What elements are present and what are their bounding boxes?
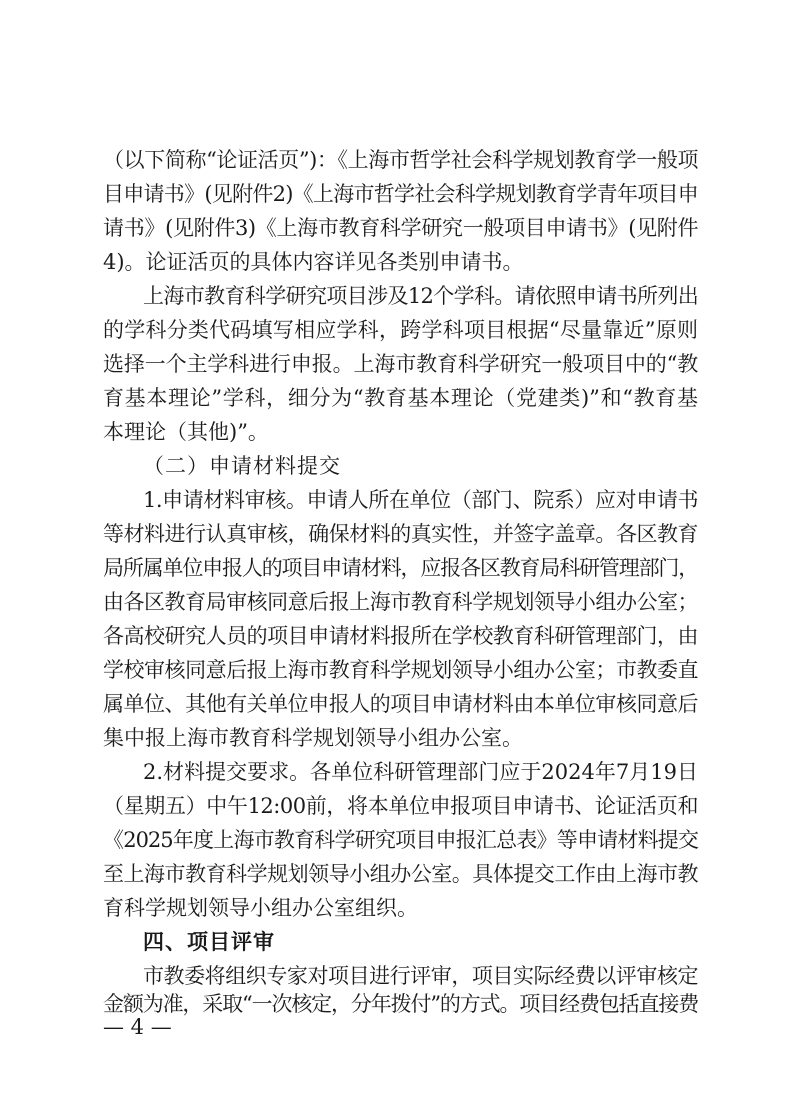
text-line: 属单位、其他有关单位申报人的项目申请材料由本单位审核同意后 [103,692,698,716]
text-line: 《2025年度上海市教育科学研究项目申报汇总表》等申请材料提交 [103,828,698,852]
text-line: 育基本理论”学科，细分为“教育基本理论（党建类)”和“教育基 [103,386,698,410]
text-line: 请书》(见附件3)《上海市教育科学研究一般项目申请书》(见附件 [103,216,698,240]
text-line: 2.材料提交要求。各单位科研管理部门应于2024年7月19日 [143,760,698,784]
text-line: （以下简称“论证活页”)：《上海市哲学社会科学规划教育学一般项 [103,148,698,172]
text-line: 本理论（其他)”。 [103,420,269,444]
text-line: 育科学规划领导小组办公室组织。 [103,896,418,920]
text-line: 金额为准，采取“一次核定，分年拨付”的方式。项目经费包括直接费 [103,992,698,1016]
text-line: 学校审核同意后报上海市教育科学规划领导小组办公室；市教委直 [103,658,698,682]
text-line: 至上海市教育科学规划领导小组办公室。具体提交工作由上海市教 [103,862,698,886]
text-line: 的学科分类代码填写相应学科，跨学科项目根据“尽量靠近”原则 [103,318,698,342]
text-line: 4)。论证活页的具体内容详见各类别申请书。 [103,250,524,274]
text-line: 各高校研究人员的项目申请材料报所在学校教育科研管理部门，由 [103,624,698,648]
section-subheading: （二）申请材料提交 [143,454,341,478]
text-line: （星期五）中午12:00前，将本单位申报项目申请书、论证活页和 [103,794,698,818]
text-line: 市教委将组织专家对项目进行评审，项目实际经费以评审核定 [143,964,698,988]
text-line: 选择一个主学科进行申报。上海市教育科学研究一般项目中的“教 [103,352,698,376]
text-line: 等材料进行认真审核，确保材料的真实性，并签字盖章。各区教育 [103,522,698,546]
text-line: 1.申请材料审核。申请人所在单位（部门、院系）应对申请书 [143,488,698,512]
text-line: 上海市教育科学研究项目涉及12个学科。请依照申请书所列出 [143,284,698,308]
section-heading: 四、项目评审 [143,930,275,954]
text-line: 局所属单位申报人的项目申请材料，应报各区教育局科研管理部门， [103,556,698,580]
text-line: 集中报上海市教育科学规划领导小组办公室。 [103,726,523,750]
text-line: 目申请书》(见附件2)《上海市哲学社会科学规划教育学青年项目申 [103,182,698,206]
page-number: — 4 — [103,1015,172,1039]
text-line: 由各区教育局审核同意后报上海市教育科学规划领导小组办公室； [103,590,698,614]
